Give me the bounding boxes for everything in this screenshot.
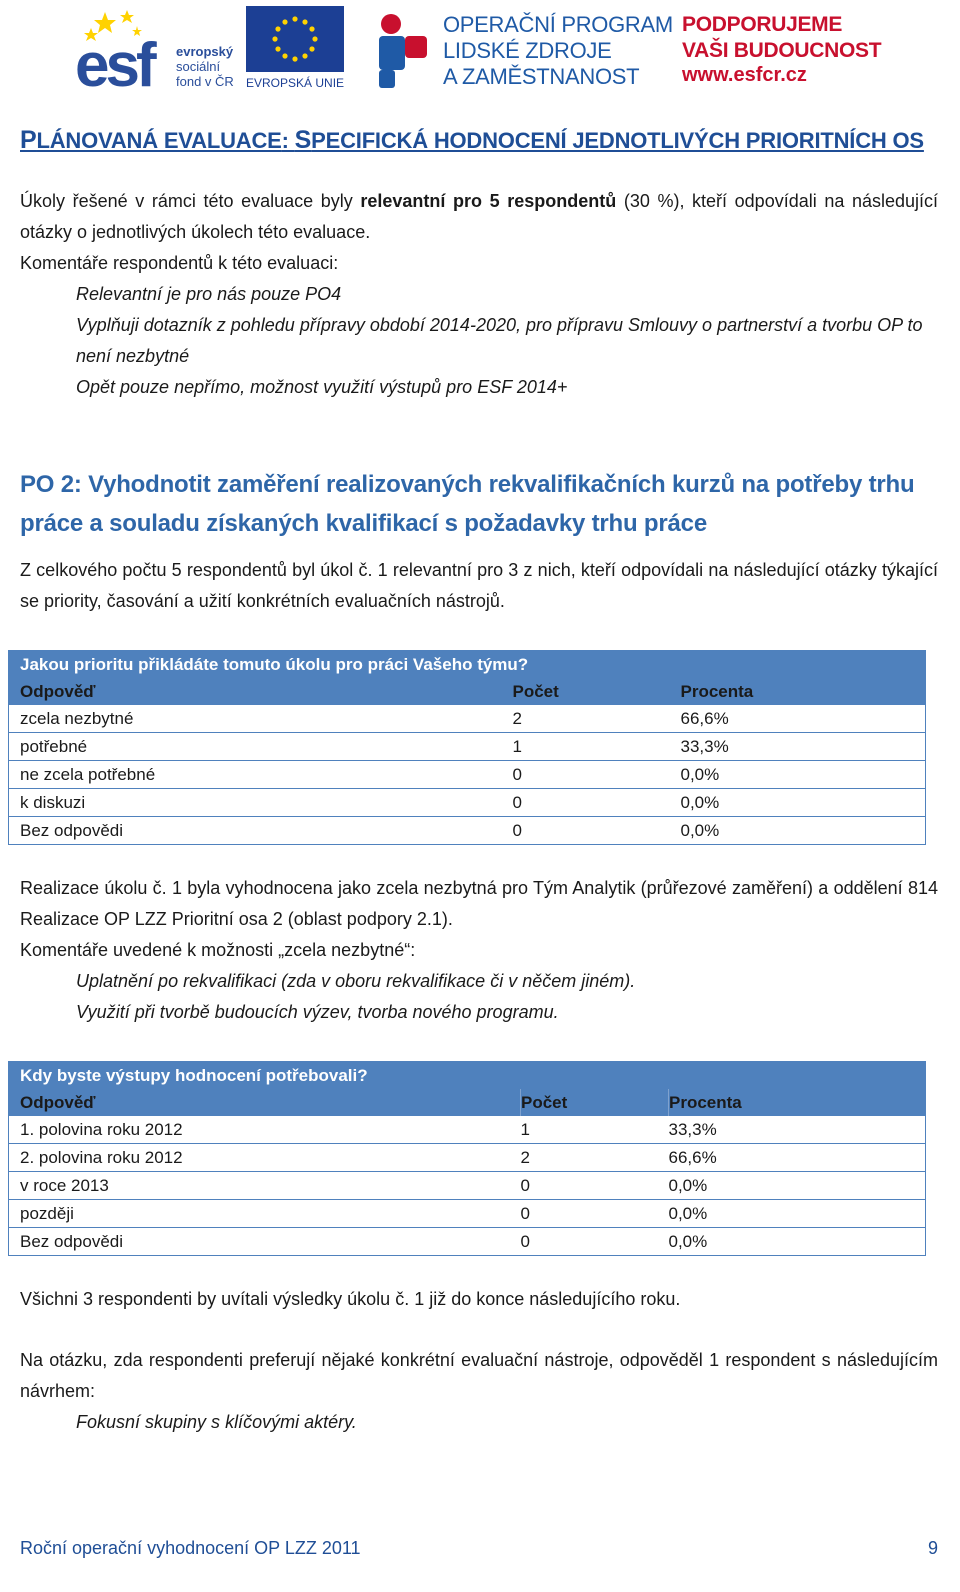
footer-title: Roční operační vyhodnocení OP LZZ 2011 (20, 1538, 361, 1558)
support-logo: PODPORUJEME VAŠI BUDOUCNOST www.esfcr.cz (682, 13, 882, 86)
page-title: PLÁNOVANÁ EVALUACE: SPECIFICKÁ HODNOCENÍ JEDNOTLIVÝCH PRIORITNÍCH OS (20, 126, 924, 154)
evaluation-paragraph: Realizace úkolu č. 1 byla vyhodnocena jako zcela nezbytná pro Tým Analytik (průřezové zaměření) a oddělení 814 Realizace OP LZZ Prioritní osa 2 (oblast podpory 2.1). (20, 878, 938, 929)
svg-text:sociální: sociální (176, 59, 221, 74)
op-lzz-logo: OPERAČNÍ PROGRAM LIDSKÉ ZDROJE A ZAMĚSTNANOST (375, 12, 675, 92)
svg-text:EVROPSKÁ UNIE: EVROPSKÁ UNIE (246, 76, 344, 90)
tools-paragraph: Na otázku, zda respondenti preferují nějaké konkrétní evaluační nástroje, odpověděl 1 respondent s následujícím návrhem: (20, 1350, 938, 1401)
closing-paragraph: Všichni 3 respondenti by uvítali výsledky úkolu č. 1 již do konce následujícího roku. (20, 1289, 681, 1309)
esf-mark: esf (75, 31, 153, 90)
comments-label: Komentáře respondentů k této evaluaci: (20, 253, 339, 273)
table-header: Odpověď Počet Procenta (9, 1089, 926, 1116)
table-row: 2. polovina roku 2012 2 66,6% (9, 1144, 926, 1172)
table-row: zcela nezbytné 2 66,6% (9, 705, 926, 733)
table-caption: Jakou prioritu přikládáte tomuto úkolu pro práci Vašeho týmu? (9, 651, 926, 679)
priority-table (8, 650, 926, 845)
table-row: 1. polovina roku 2012 1 33,3% (9, 1116, 926, 1144)
evaluation-block (20, 873, 938, 1028)
comment: Uplatnění po rekvalifikaci (zda v oboru rekvalifikace či v něčem jiném). (76, 971, 636, 991)
section-paragraph: Z celkového počtu 5 respondentů byl úkol č. 1 relevantní pro 3 z nich, kteří odpovídali na následující otázky týkající se priority, časování a užití konkrétních evaluačních nástrojů. (20, 560, 938, 611)
timing-table (8, 1061, 926, 1256)
table-row: Bez odpovědi 0 0,0% (20, 1232, 708, 1251)
svg-text:fond v ČR: fond v ČR (176, 74, 234, 89)
table-row: později 0 0,0% (9, 1200, 926, 1228)
table-caption: Kdy byste výstupy hodnocení potřebovali? (9, 1062, 926, 1090)
table-row: v roce 2013 0 0,0% (9, 1172, 926, 1200)
header-logos (75, 6, 882, 90)
intro-paragraph: Úkoly řešené v rámci této evaluace byly relevantní pro 5 respondentů (30 %), kteří odpovídali na následující otázky o jednotlivých úkolech této evaluace. (20, 191, 939, 242)
comment: Relevantní je pro nás pouze PO4 (76, 284, 342, 304)
comment: Fokusní skupiny s klíčovými aktéry. (76, 1412, 357, 1432)
comment: Využití při tvorbě budoucích výzev, tvorba nového programu. (76, 1002, 559, 1022)
esf-logo (75, 6, 239, 90)
page-footer (20, 1538, 938, 1559)
comments-label: Komentáře uvedené k možnosti „zcela nezbytné“: (20, 940, 416, 960)
intro-block (20, 186, 938, 403)
table-row: ne zcela potřebné 0 0,0% (9, 761, 926, 789)
comment: Vyplňuji dotazník z pohledu přípravy období 2014-2020, pro přípravu Smlouvy o partnerství a tvorbu OP to není nezbytné (76, 315, 923, 366)
table-row: potřebné 1 33,3% (9, 733, 926, 761)
comment: Opět pouze nepřímo, možnost využití výstupů pro ESF 2014+ (76, 377, 568, 397)
table-header: Odpověď Počet Procenta (9, 678, 926, 705)
section-heading: PO 2: Vyhodnotit zaměření realizovaných rekvalifikačních kurzů na potřeby trhu práce a souladu získaných kvalifikací s požadavky trhu práce (20, 471, 915, 537)
eu-logo (246, 6, 344, 90)
table-row: k diskuzi 0 0,0% (9, 789, 926, 817)
page-number: 9 (927, 1538, 938, 1558)
svg-text:evropský: evropský (176, 44, 234, 59)
table-row: Bez odpovědi 0 0,0% (20, 821, 720, 840)
